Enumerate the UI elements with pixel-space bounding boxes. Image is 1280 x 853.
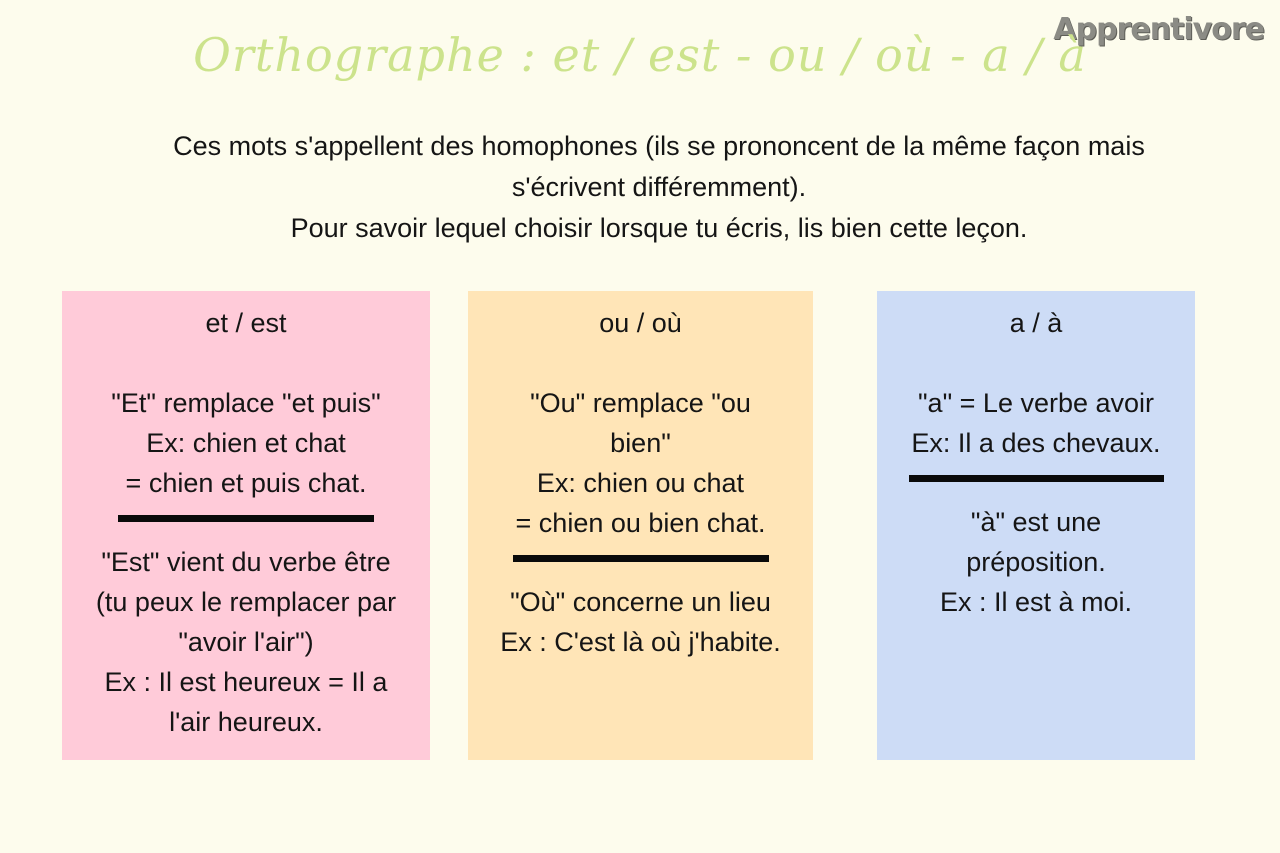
card-line: l'air heureux. bbox=[169, 707, 323, 737]
card-heading: ou / où bbox=[599, 308, 682, 338]
card-line: "Est" vient du verbe être bbox=[101, 547, 391, 577]
card-line: (tu peux le remplacer par bbox=[95, 587, 397, 617]
card-line: "Et" remplace "et puis" bbox=[111, 388, 381, 418]
intro-line: s'écrivent différemment). bbox=[511, 172, 807, 202]
card-line: = chien ou bien chat. bbox=[515, 508, 766, 538]
divider bbox=[118, 515, 374, 522]
card-line: "a" = Le verbe avoir bbox=[917, 388, 1155, 418]
card-line: Ex : C'est là où j'habite. bbox=[500, 627, 781, 657]
intro-text bbox=[100, 126, 1218, 249]
intro-line: Ces mots s'appellent des homophones (ils se prononcent de la même façon mais bbox=[173, 131, 1145, 161]
card-line: "à" est une bbox=[970, 507, 1102, 537]
page-title: Orthographe : et / est - ou / où - a / à bbox=[193, 28, 1087, 82]
card-et-est bbox=[62, 291, 430, 760]
card-heading: a / à bbox=[1009, 308, 1063, 338]
card-ou-ou bbox=[468, 291, 813, 760]
card-line: = chien et puis chat. bbox=[125, 468, 367, 498]
card-line: "avoir l'air") bbox=[178, 627, 314, 657]
card-line: Ex: chien et chat bbox=[146, 428, 346, 458]
divider bbox=[909, 475, 1164, 482]
apprentivore-logo: Apprentivore bbox=[1053, 12, 1264, 47]
divider bbox=[513, 555, 769, 562]
intro-line: Pour savoir lequel choisir lorsque tu écris, lis bien cette leçon. bbox=[290, 213, 1028, 243]
card-heading: et / est bbox=[205, 308, 287, 338]
card-line: bien" bbox=[610, 428, 671, 458]
card-line: Ex: Il a des chevaux. bbox=[911, 428, 1161, 458]
card-line: Ex: chien ou chat bbox=[536, 468, 745, 498]
card-line: "Où" concerne un lieu bbox=[510, 587, 771, 617]
card-a-a bbox=[877, 291, 1195, 760]
card-line: "Ou" remplace "ou bbox=[530, 388, 751, 418]
card-line: Ex : Il est à moi. bbox=[939, 587, 1133, 617]
card-line: préposition. bbox=[966, 547, 1106, 577]
card-line: Ex : Il est heureux = Il a bbox=[104, 667, 388, 697]
